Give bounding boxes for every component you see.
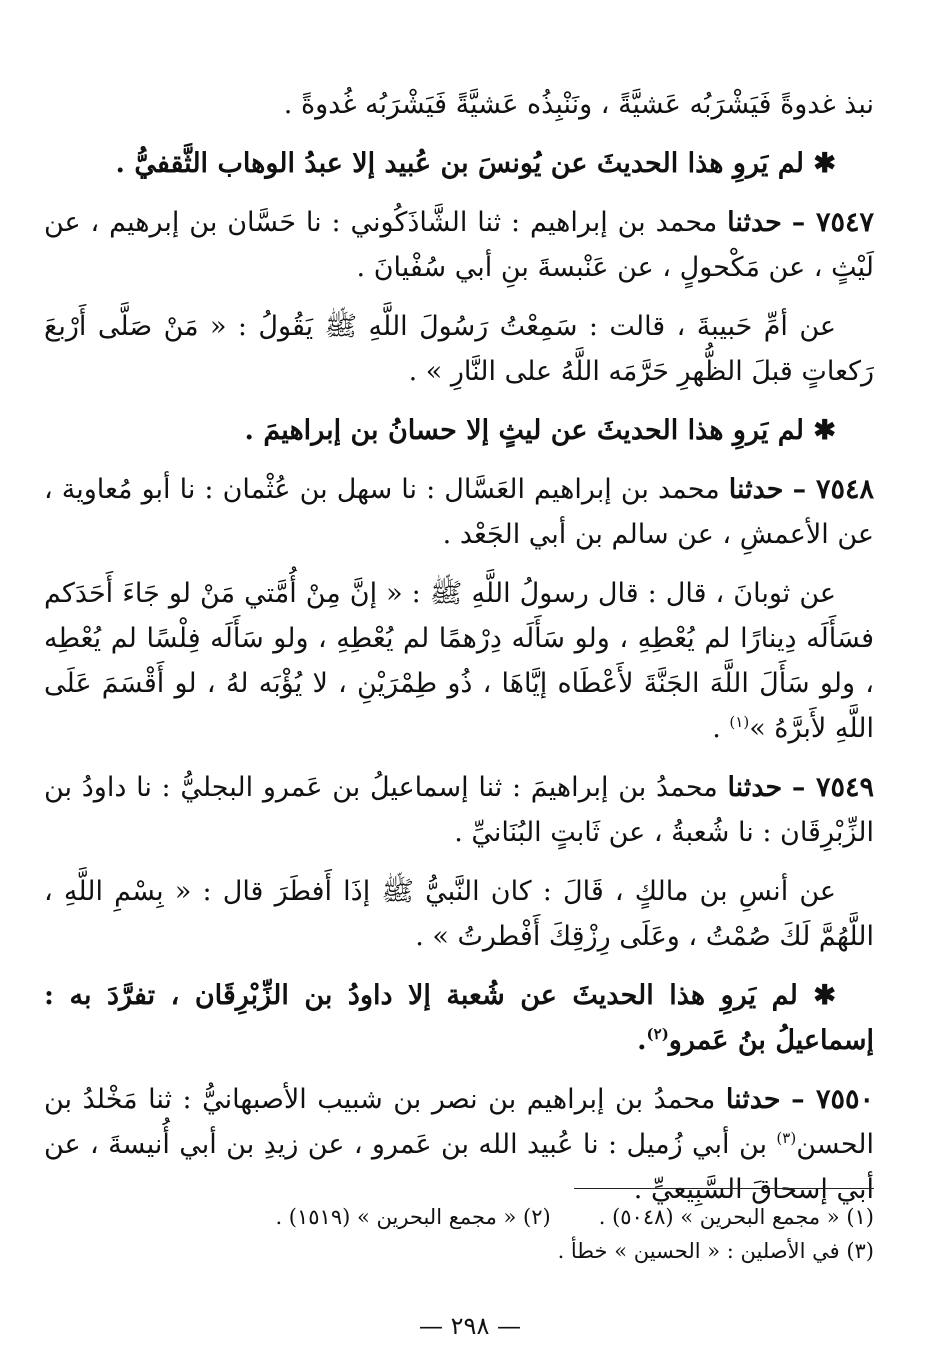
footnote-row xyxy=(44,1200,874,1234)
hadith-7547-matn: عن أمِّ حَبيبةَ ، قالت : سَمِعْتُ رَسُولَ اللَّهِ ﷺ يَقُولُ : « مَنْ صَلَّى أَرْبعَ رَكعاتٍ قبلَ الظُّهرِ حَرَّمَه اللَّهُ على النَّارِ » . xyxy=(44,311,874,387)
hadith-number: ٧٥٤٨ – xyxy=(792,474,874,505)
hadith-7550-chain xyxy=(44,1077,874,1212)
footnote-ref-2: (٢) xyxy=(646,1025,669,1043)
hadith-chain-text-a: محمدُ بن إبراهيم بن نصر بن شبيب الأصبهانيُّ : ثنا مَخْلدُ بن الحسن xyxy=(44,1084,874,1160)
note-7546 xyxy=(44,141,874,186)
footnote-3: (٣) في الأصلين : « الحسين » خطأ . xyxy=(557,1239,874,1263)
star-icon: ✱ xyxy=(813,148,836,179)
hadith-7549-chain xyxy=(44,765,874,855)
note-7549 xyxy=(44,973,874,1063)
hadith-chain-text: محمدُ بن إبراهيمَ : ثنا إسماعيلُ بن عَمرو البجليُّ : نا داودُ بن الزِّبْرِقَان : نا شُعبةُ ، عن ثَابتٍ البُنَانيِّ . xyxy=(44,772,874,848)
hadith-keyword: حدثنا xyxy=(725,1084,781,1115)
matn-text: عن ثوبانَ ، قال : قال رسولُ اللَّهِ ﷺ : « إنَّ مِنْ أُمَّتي مَنْ لو جَاءَ أَحَدَكم فسَأَلَه دِينارًا لم يُعْطِهِ ، ولو سَأَلَه دِرْهمًا لم يُعْطِهِ ، ولو سَأَلَه فِلْسًا لم يُعْطِه ، ولو سَأَلَ اللَّهَ الجَنَّةَ لأَعْطَاه إيَّاهَا ، ذُو طِمْرَيْنِ ، لا يُؤْبَه لهُ ، لو أَقْسَمَ عَلَى اللَّهِ لأَبرَّهُ » xyxy=(44,578,874,744)
hadith-number: ٧٥٥٠ – xyxy=(791,1084,875,1115)
note-7547 xyxy=(44,408,874,453)
hadith-keyword: حدثنا xyxy=(727,772,783,803)
hadith-number: ٧٥٤٧ – xyxy=(791,207,874,238)
note-text: لم يَروِ هذا الحديثَ عن يُونسَ بن عُبيد إلا عبدُ الوهاب الثَّقفيُّ . xyxy=(115,148,804,179)
footnote-ref-1: (١) xyxy=(729,713,750,731)
hadith-chain-text-b: بن أبي زُميل : نا عُبيد الله بن عَمرو ، عن زيدِ بن أبي أُنيسةَ ، عن أبي إسحاقَ السَّبِيعيِّ . xyxy=(44,1129,874,1205)
footnote-ref-3: (٣) xyxy=(776,1129,797,1147)
star-icon: ✱ xyxy=(813,415,836,446)
star-icon: ✱ xyxy=(813,980,836,1011)
footnote-1: (١) « مجمع البحرين » (٥٠٤٨) . xyxy=(598,1205,874,1229)
footnotes xyxy=(44,1200,874,1268)
hadith-keyword: حدثنا xyxy=(727,207,782,238)
page-number: — ٢٩٨ — xyxy=(419,1312,521,1340)
hadith-chain-text: محمد بن إبراهيم : ثنا الشَّاذَكُوني : نا حَسَّان بن إبرهيم ، عن لَيْثٍ ، عن مَكْحولٍ ، عن عَنْبسةَ بنِ أبي سُفْيانَ . xyxy=(44,207,874,283)
note-end: . xyxy=(637,1025,647,1056)
hadith-chain-text: محمد بن إبراهيم العَسَّال : نا سهل بن عُثْمان : نا أبو مُعاوية ، عن الأعمشِ ، عن سالم بن أبي الجَعْد . xyxy=(44,474,874,550)
main-text xyxy=(44,82,874,1226)
hadith-keyword: حدثنا xyxy=(728,474,784,505)
hadith-7548-chain xyxy=(44,467,874,557)
hadith-7548-matn xyxy=(44,571,874,751)
footnote-divider xyxy=(574,1188,874,1189)
hadith-number: ٧٥٤٩ – xyxy=(791,772,874,803)
footnote-2: (٢) « مجمع البحرين » (١٥١٩) . xyxy=(275,1205,551,1229)
paragraph-continuation: نبذ غدوةً فَيَشْرَبُه عَشيَّةً ، ونَنْبِذُه عَشيَّةً فَيَشْرَبُه غُدوةً . xyxy=(283,89,874,120)
note-text: لم يَروِ هذا الحديثَ عن ليثٍ إلا حسانُ بن إبراهيمَ . xyxy=(244,415,804,446)
hadith-7547-chain xyxy=(44,200,874,290)
note-text: لم يَروِ هذا الحديثَ عن شُعبة إلا داودُ بن الزِّبْرِقَان ، تفرَّدَ به : إسماعيلُ بنُ عَمرو xyxy=(44,980,874,1056)
matn-end: . xyxy=(712,713,721,744)
hadith-7549-matn: عن أنسِ بن مالكٍ ، قَالَ : كان النَّبيُّ ﷺ إذَا أَفطَرَ قال : « بِسْمِ اللَّهِ ، اللَّهُمَّ لَكَ صُمْتُ ، وعَلَى رِزْقِكَ أَفْطرتُ » . xyxy=(44,876,874,952)
